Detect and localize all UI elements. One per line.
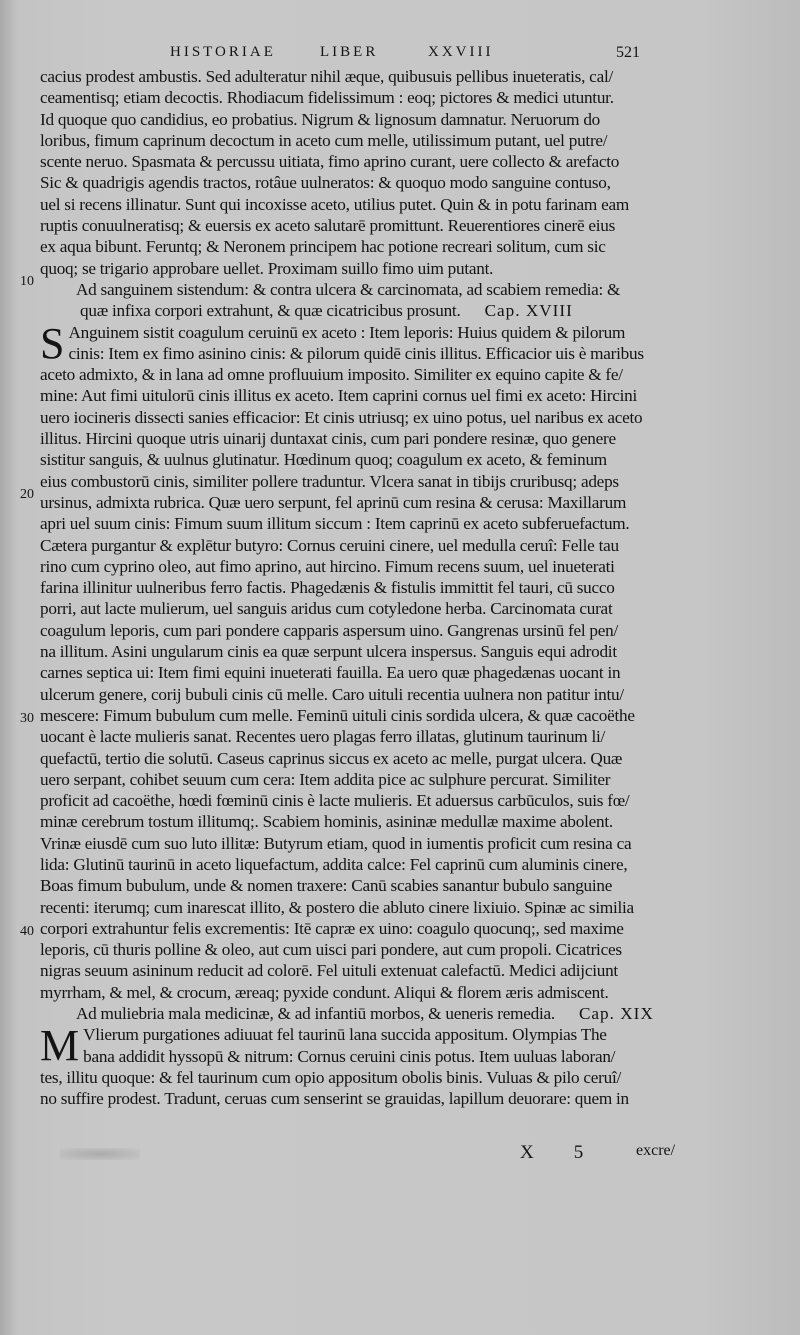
text-line: carnes septica ui: Item fimi equini inueterati fauilla. Ea uero quæ phagedænas uocant in [40, 663, 621, 683]
running-title-liber: LIBER [320, 44, 379, 60]
page-number: 521 [616, 44, 640, 61]
chapter-xix-paragraph [40, 1021, 680, 1071]
text-line: corpori extrahuntur felis excrementis: Itē capræ ex uino: coagulo quocunq;, sed maxime [40, 918, 624, 938]
text-line: no suffire prodest. Tradunt, ceruas cum senserint se grauidas, lapillum deuorare: quem in [40, 1089, 629, 1109]
text-line: ulcerum genere, corij bubuli cinis cū melle. Caro uituli recentia uulnera non patitur intu/ [40, 684, 624, 704]
text-line: leporis, cū thuris polline & oleo, aut cum uisci pari pondere, aut cum propoli. Cicatrices [40, 940, 622, 960]
text-line: rino cum cyprino oleo, aut fimo aprino, aut hircino. Fimum recens suum, uel inueterati [40, 556, 615, 576]
chapter-xviii-paragraph [40, 318, 680, 368]
chapter-heading-text: Ad muliebria mala medicinæ, & ad infantiū morbos, & ueneris remedia. [76, 1004, 555, 1024]
text-line: myrrham, & mel, & crocum, æreaq; pyxide condunt. Aliqui & florem æris admiscent. [40, 982, 609, 1002]
text-line: Vlierum purgationes adiuuat fel taurinū lana succida appositum. Olympias The [83, 1025, 607, 1045]
chapter-heading-text: quæ infixa corpori extrahunt, & quæ cicatricibus prosunt. [80, 301, 461, 321]
signature-letter: X [520, 1142, 534, 1163]
drop-cap-s: S [40, 318, 65, 368]
text-line: mine: Aut fimi uitulorū cinis illitus ex aceto. Item caprini cornus uel fimi ex aceto: Hircini [40, 386, 638, 406]
text-line: sistitur sanguis, & uulnus glutinatur. Hœdinum quoq; coagulum ex aceto, & feminum [40, 450, 607, 470]
text-line: coagulum leporis, cum pari pondere capparis aspersum uino. Gangrenas ursinū fel pen/ [40, 620, 618, 640]
line-number-10: 10 [20, 274, 34, 289]
text-line: bana addidit hyssopū & nitrum: Cornus ceruini cinis potus. Item uuluas laboran/ [83, 1046, 616, 1066]
text-line: aceto admixto, & in lana ad omne profluuium imposito. Similiter ex equino capite & fe/ [40, 365, 623, 385]
text-line: ruptis conuulneratisq; & euersis ex aceto salutarē promittunt. Reuerentiores cinerē eius [40, 216, 616, 236]
text-line: recenti: iterumq; cum inarescat illito, & postero die abluto cinere lixiuio. Spinæ ac similia [40, 897, 634, 917]
text-line: cinis: Item ex fimo asinino cinis: & pilorum quidē cinis illitus. Efficacior uis è maribus [68, 343, 644, 363]
text-line: lida: Glutinū taurinū in aceto liquefactum, addita calce: Fel caprinū cum aluminis cinere, [40, 854, 628, 874]
text-line: proficit ad cacoëthe, hœdi fœminū cinis è lacte mulieris. Et aduersus carbūculos, suis fœ/ [40, 791, 630, 811]
text-line: mescere: Fimum bubulum cum melle. Feminū uituli cinis sordida ulcera, & quæ cacoëthe [40, 705, 635, 725]
text-line: Sic & quadrigis agendis tractos, rotâue uulneratos: & quoquo modo sanguine contuso, [40, 173, 611, 193]
text-line: minæ cerebrum tostum illitumq;. Scabiem hominis, asininæ medullæ maxime abolent. [40, 812, 613, 832]
text-line: loribus, fimum caprinum decoctum in aceto cum melle, utilissimum putant, uel putre/ [40, 130, 608, 150]
running-title-book-number: XXVIII [428, 44, 494, 60]
text-line: Anguinem sistit coagulum ceruinū ex aceto : Item leporis: Huius quidem & pilorum [68, 322, 626, 342]
line-number-30: 30 [20, 711, 34, 726]
main-text-block [40, 66, 680, 1110]
text-line: uocant è lacte mulieris sanat. Recentes uero plagas ferro illatas, glutinum taurinum li/ [40, 727, 606, 747]
text-line: tes, illitu quoque: & fel taurinum cum opio appositum obolis binis. Vuluas & pilo ceruî/ [40, 1067, 622, 1087]
running-title-historiae: HISTORIAE [170, 44, 276, 60]
ink-smudge [60, 1148, 140, 1160]
text-line: cacius prodest ambustis. Sed adulteratur nihil æque, quibusuis pellibus inueteratis, cal/ [40, 67, 613, 86]
catchword: excre/ [636, 1142, 676, 1159]
text-line: ex aqua bibunt. Feruntq; & Neronem principem hac potione recreari solitum, cum sic [40, 237, 606, 257]
signature-number: 5 [573, 1142, 584, 1163]
text-line: farina illinitur uulneribus ferro factis. Phagedænis & fistulis immittit fel tauri, cū succo [40, 578, 615, 598]
text-line: Vrinæ eiusdē cum suo luto illitæ: Butyrum etiam, quod in iumentis proficit cum resina ca [40, 833, 632, 853]
chapter-heading-line [40, 300, 680, 321]
chapter-number-xix: Cap. XIX [578, 1004, 654, 1024]
chapter-heading-line [40, 1003, 680, 1024]
chapter-heading-line: Ad sanguinem sistendum: & contra ulcera & carcinomata, ad scabiem remedia: & [76, 279, 621, 299]
text-line: nigras seuum asininum reducit ad colorē. Fel uituli extenuat calefactū. Medici adijciunt [40, 961, 618, 981]
text-line: uero iocineris dissecti sanies efficacior: Et cinis utriusq; ex uino potus, uel naribus ex aceto [40, 407, 643, 427]
text-line: ursinus, admixta rubrica. Quæ uero serpunt, fel aprinū cum resina & cerusa: Maxillarum [40, 492, 627, 512]
text-line: uero serpant, cohibet seuum cum cera: Item addita pice ac sulphure percurat. Similiter [40, 769, 611, 789]
line-number-40: 40 [20, 924, 34, 939]
text-line: quoq; se trigario approbare uellet. Proximam suillo fimo uim putant. [40, 258, 494, 278]
line-number-20: 20 [20, 487, 34, 502]
text-line: apri uel suum cinis: Fimum suum illitum siccum : Item caprinū ex aceto subferuefactum. [40, 514, 630, 534]
text-line: Cætera purgantur & explētur butyro: Cornus ceruini cinere, uel medulla ceruî: Felle tau [40, 535, 619, 555]
text-line: eius combustorū cinis, similiter pollere traduntur. Vlcera sanat in tibijs cruribusq; adeps [40, 471, 619, 491]
text-line: na illitum. Asini ungularum cinis ea quæ serpunt ulcera inspersus. Sanguis equi adrodit [40, 642, 617, 662]
text-line: ceamentisq; etiam decoctis. Rhodiacum fidelissimum : eoq; pictores & medici utuntur. [40, 88, 614, 108]
text-line: Id quoque quo candidius, eo probatius. Nigrum & lignosum damnatur. Neruorum do [40, 109, 601, 129]
chapter-number-xviii: Cap. XVIII [484, 301, 573, 321]
text-line: uel si recens illinatur. Sunt qui incoxisse aceto, utilius putet. Quin & in potu farinam eam [40, 194, 629, 214]
text-line: scente neruo. Spasmata & percussu uitiata, fimo aprino curant, uere collecto & arefacto [40, 152, 620, 172]
drop-cap-m: M [40, 1021, 80, 1071]
text-line: quefactū, tertio die solutū. Caseus caprinus siccus ex aceto ac melle, purgat ulcera. Quæ [40, 748, 623, 768]
text-line: porri, aut lacte mulierum, uel sanguis aridus cum cotyledone herba. Carcinomata curat [40, 599, 613, 619]
signature-mark [520, 1142, 623, 1164]
text-line: illitus. Hircini quoque utris uinarij duntaxat cinis, cum pari pondere resinæ, quo genere [40, 429, 616, 449]
text-line: Boas fimum bubulum, unde & nomen traxere: Canū scabies sanantur bubulo sanguine [40, 876, 613, 896]
